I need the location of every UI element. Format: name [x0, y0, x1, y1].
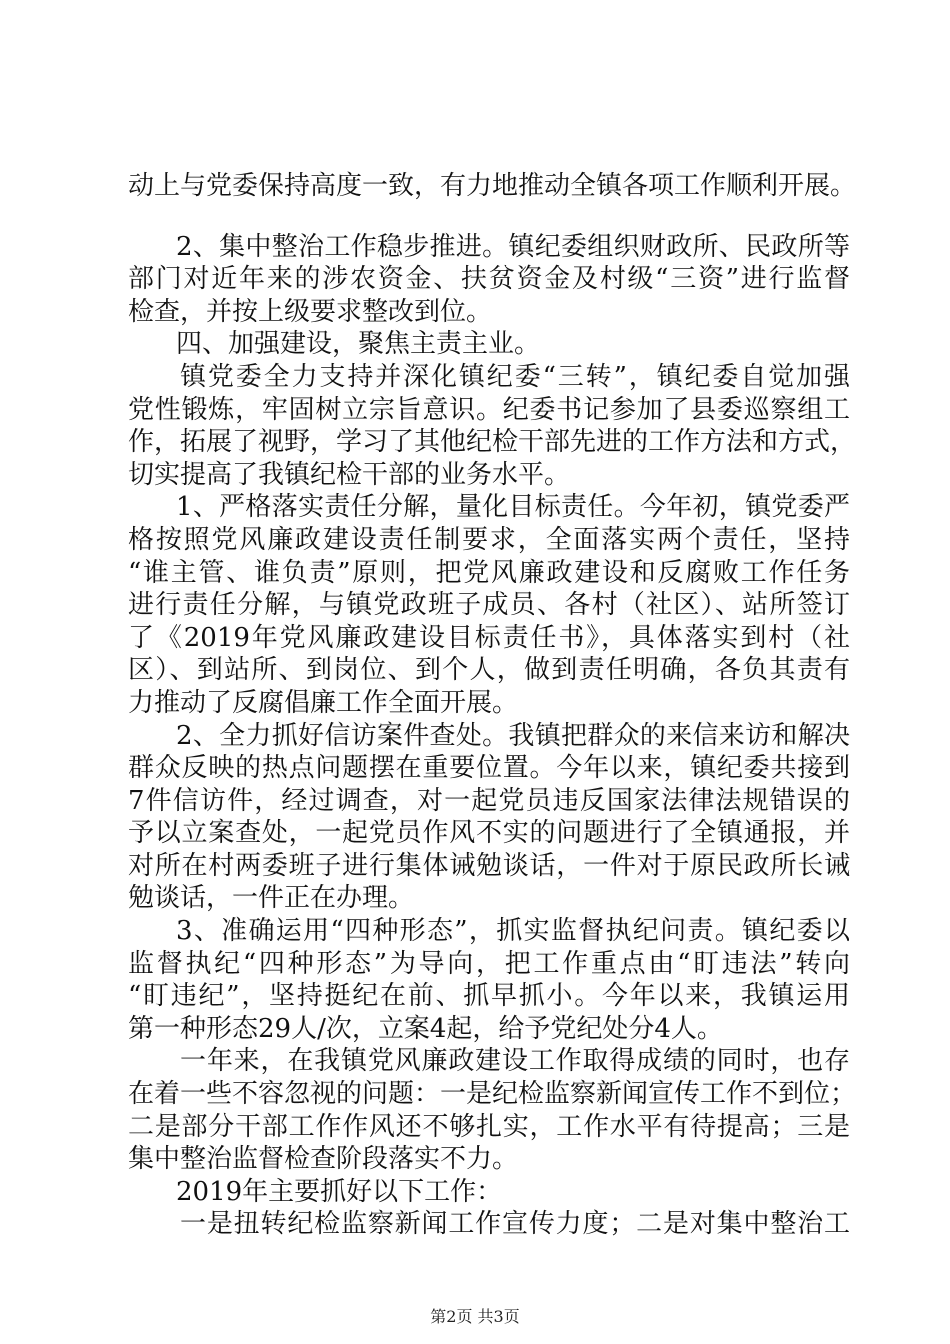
text-line: 1、严格落实责任分解，量化目标责任。今年初，镇党委严: [176, 492, 850, 523]
text-line: 予以立案查处，一起党员作风不实的问题进行了全镇通报，并: [128, 818, 850, 849]
text-line: 镇党委全力支持并深化镇纪委“三转”，镇纪委自觉加强: [180, 361, 850, 392]
text-line: 部门对近年来的涉农资金、扶贫资金及村级“三资”进行监督: [128, 264, 850, 295]
text-line: 格按照党风廉政建设责任制要求，全面落实两个责任，坚持: [128, 524, 850, 555]
text-line: 作，拓展了视野，学习了其他纪检干部先进的工作方法和方式，: [128, 427, 857, 458]
text-line: 二是部分干部工作作风还不够扎实，工作水平有待提高；三是: [128, 1111, 850, 1142]
text-line: “谁主管、谁负责”原则，把党风廉政建设和反腐败工作任务: [128, 557, 850, 588]
text-line: 切实提高了我镇纪检干部的业务水平。: [128, 459, 571, 490]
text-line: 对所在村两委班子进行集体诫勉谈话，一件对于原民政所长诫: [128, 850, 850, 881]
text-line: 一是扭转纪检监察新闻工作宣传力度；二是对集中整治工: [180, 1209, 850, 1240]
text-line: 勉谈话，一件正在办理。: [128, 883, 415, 914]
text-line: 集中整治监督检查阶段落实不力。: [128, 1144, 519, 1175]
text-line: 2、全力抓好信访案件查处。我镇把群众的来信来访和解决: [176, 720, 850, 751]
text-line: “盯违纪”，坚持挺纪在前、抓早抓小。今年以来，我镇运用: [128, 981, 850, 1012]
text-line: 党性锻炼，牢固树立宗旨意识。纪委书记参加了县委巡察组工: [128, 394, 850, 425]
text-line: 7件信访件，经过调查，对一起党员违反国家法律法规错误的: [128, 785, 850, 816]
text-line: 力推动了反腐倡廉工作全面开展。: [128, 687, 519, 718]
text-line: 动上与党委保持高度一致，有力地推动全镇各项工作顺利开展。: [128, 171, 857, 201]
text-line: 2019年主要抓好以下工作：: [176, 1176, 503, 1207]
section-heading: 四、加强建设，聚焦主责主业。: [176, 329, 541, 360]
text-line: 区）、到站所、到岗位、到个人，做到责任明确，各负其责有: [128, 655, 850, 686]
text-line: 进行责任分解，与镇党政班子成员、各村（社区）、站所签订: [128, 590, 850, 621]
text-line: 群众反映的热点问题摆在重要位置。今年以来，镇纪委共接到: [128, 753, 850, 784]
page-number: 第2页 共3页: [430, 1307, 520, 1326]
document-body: [128, 170, 857, 1241]
text-line: 监督执纪“四种形态”为导向，把工作重点由“盯违法”转向: [128, 948, 850, 979]
text-line: 在着一些不容忽视的问题：一是纪检监察新闻宣传工作不到位；: [128, 1079, 857, 1110]
paragraph-gap: [128, 203, 850, 231]
text-line: 了《2019年党风廉政建设目标责任书》，具体落实到村（社: [128, 622, 850, 653]
text-line: 2、集中整治工作稳步推进。镇纪委组织财政所、民政所等: [176, 231, 850, 262]
text-line: 第一种形态29人/次，立案4起，给予党纪处分4人。: [128, 1013, 723, 1044]
text-line: 3、准确运用“四种形态”，抓实监督执纪问责。镇纪委以: [176, 916, 850, 947]
text-line: 检查，并按上级要求整改到位。: [128, 296, 493, 327]
text-line: 一年来，在我镇党风廉政建设工作取得成绩的同时，也存: [180, 1046, 850, 1077]
